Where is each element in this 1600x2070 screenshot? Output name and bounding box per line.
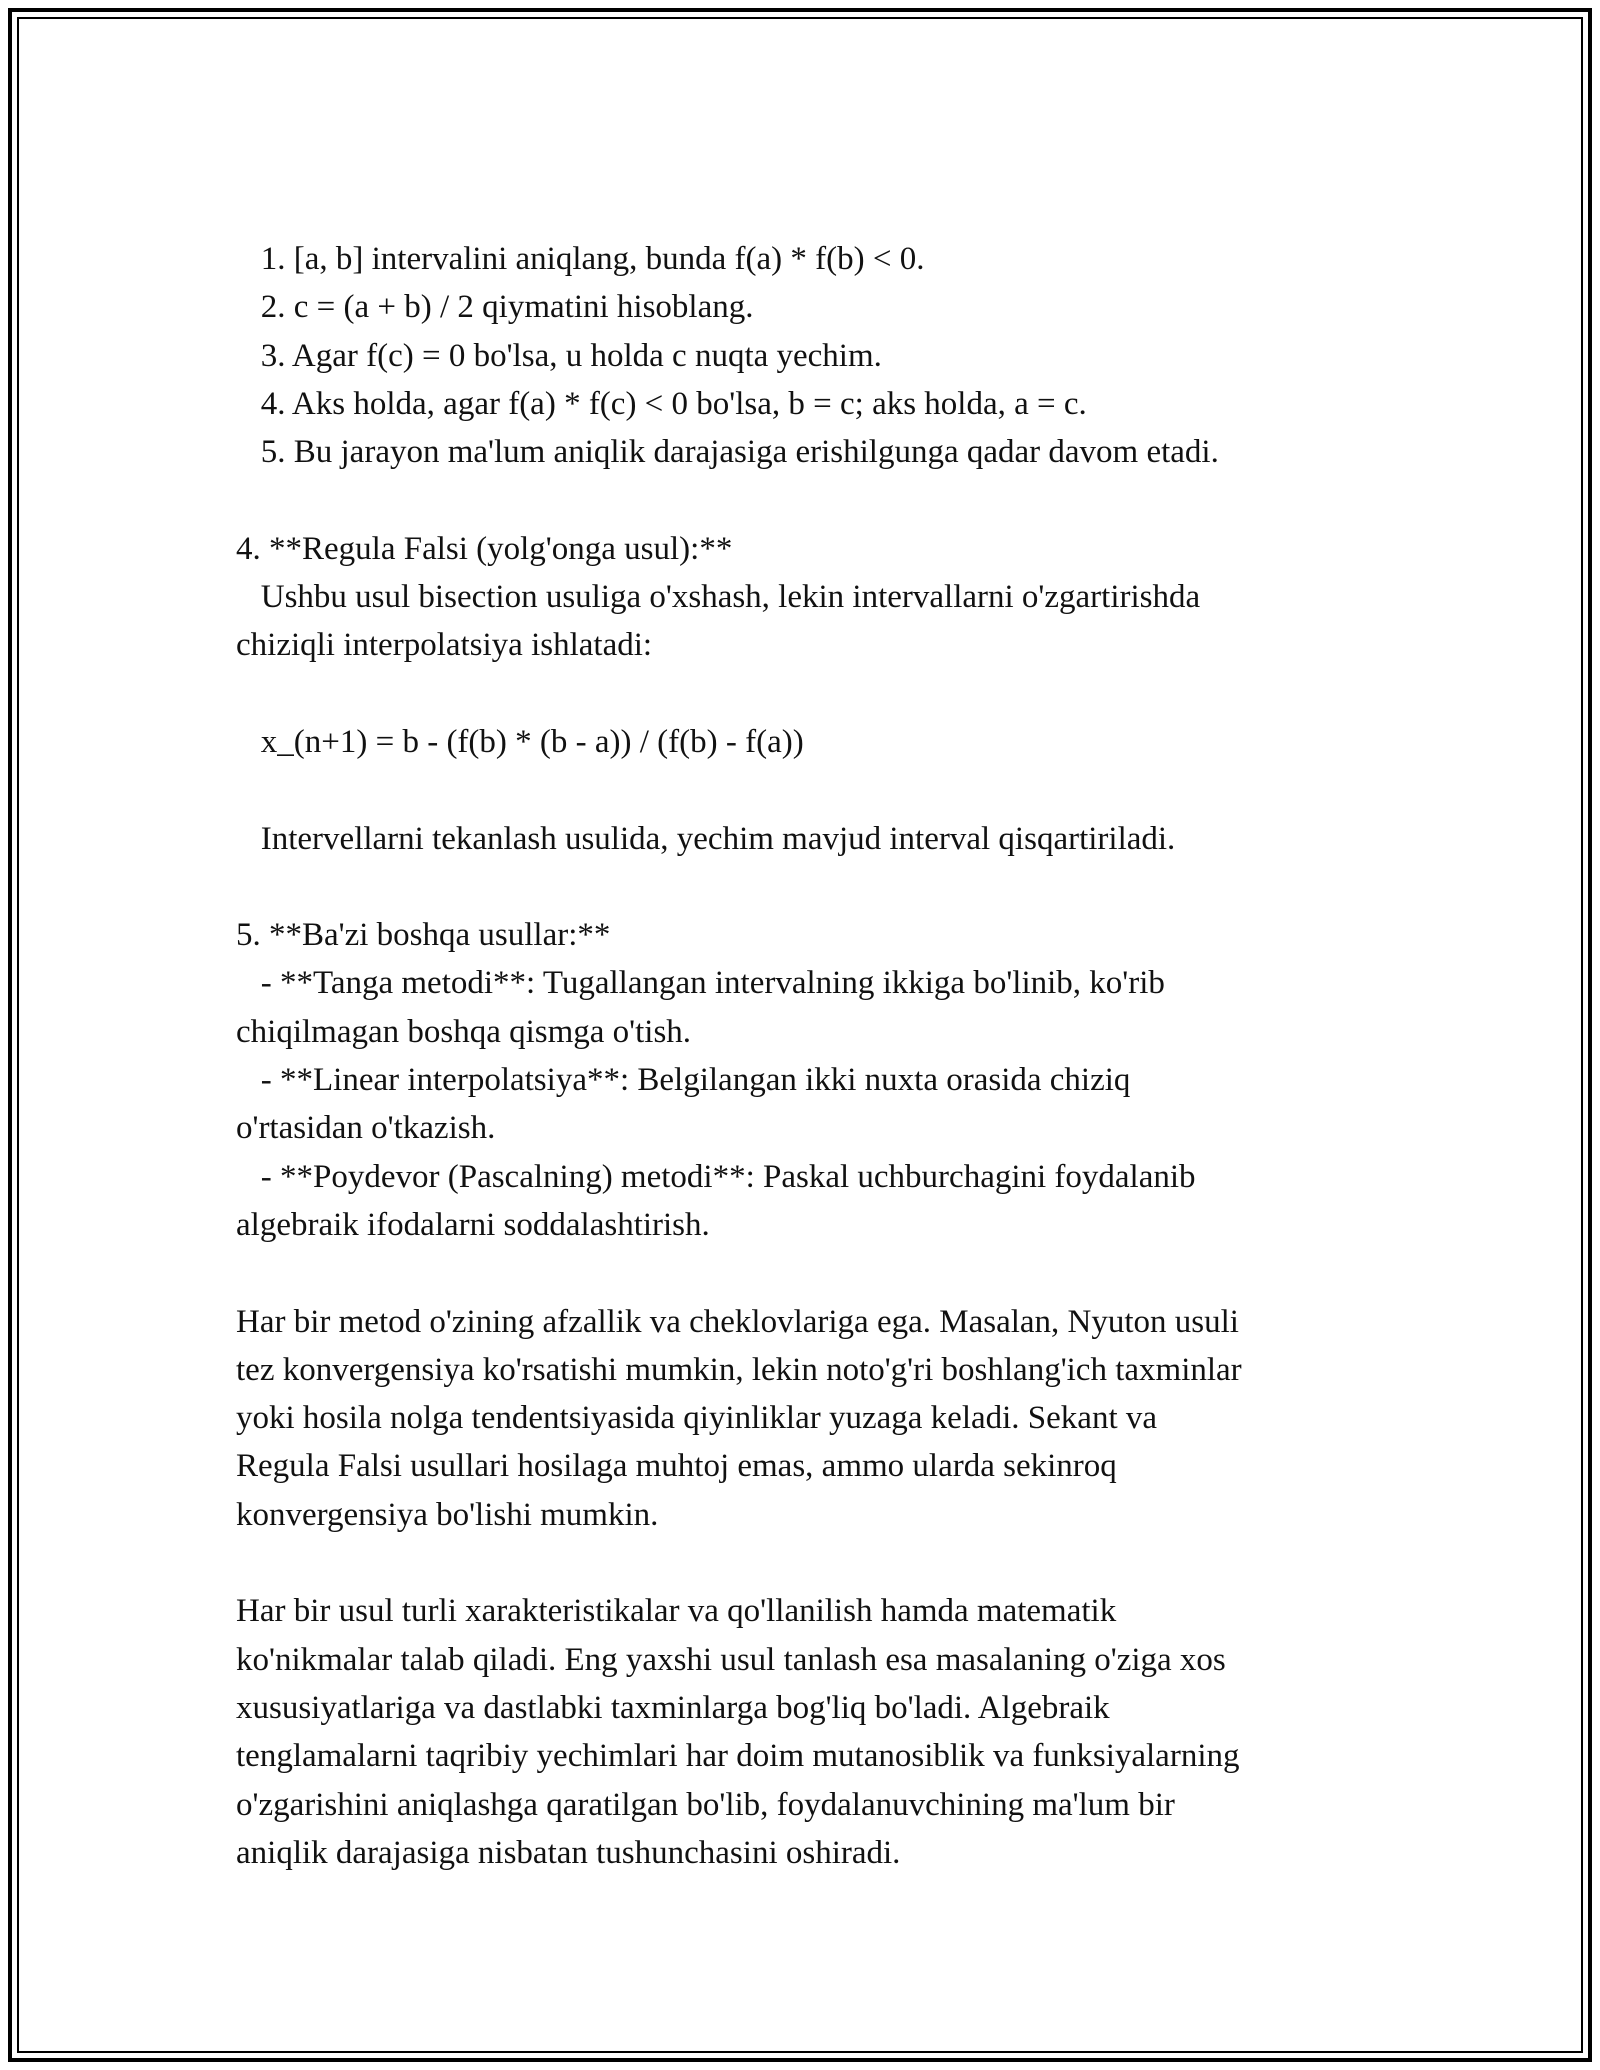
spacer (236, 476, 1386, 524)
bisection-step: 5. Bu jarayon ma'lum aniqlik darajasiga erishilgunga qadar davom etadi. (236, 434, 1219, 471)
paragraph-line: Har bir metod o'zining afzallik va cheklovlariga ega. Masalan, Nyuton usuli (236, 1303, 1239, 1340)
bisection-step: 2. c = (a + b) / 2 qiymatini hisoblang. (236, 289, 754, 326)
paragraph-line: Regula Falsi usullari hosilaga muhtoj emas, ammo ularda sekinroq (236, 1448, 1117, 1485)
paragraph-line: o'zgarishini aniqlashga qaratilgan bo'lib, foydalanuvchining ma'lum bir (236, 1786, 1175, 1823)
bisection-steps-list (236, 235, 1386, 476)
list-item-line: - **Poydevor (Pascalning) metodi**: Paskal uchburchagini foydalanib (236, 1158, 1196, 1195)
bisection-step: 4. Aks holda, agar f(a) * f(c) < 0 bo'lsa, b = c; aks holda, a = c. (236, 385, 1087, 422)
paragraph-advantages (236, 1298, 1386, 1539)
regula-falsi-section (236, 525, 1386, 863)
list-item-line: - **Linear interpolatsiya**: Belgilangan ikki nuxta orasida chiziq (236, 1062, 1131, 1099)
document-body (236, 235, 1386, 1877)
paragraph-line: konvergensiya bo'lishi mumkin. (236, 1496, 659, 1533)
formula: x_(n+1) = b - (f(b) * (b - a)) / (f(b) - f(a)) (236, 723, 804, 760)
paragraph-conclusion (236, 1587, 1386, 1877)
spacer (236, 670, 1386, 718)
list-item-line: o'rtasidan o'tkazish. (236, 1110, 496, 1147)
section-heading: 4. **Regula Falsi (yolg'onga usul):** (236, 530, 733, 567)
spacer (236, 766, 1386, 814)
section-text-line: Ushbu usul bisection usuliga o'xshash, lekin intervallarni o'zgartirishda (236, 579, 1201, 616)
spacer (236, 1249, 1386, 1297)
section-heading: 5. **Ba'zi boshqa usullar:** (236, 917, 611, 954)
list-item-line: algebraik ifodalarni soddalashtirish. (236, 1206, 710, 1243)
paragraph-line: yoki hosila nolga tendentsiyasida qiyinliklar yuzaga keladi. Sekant va (236, 1400, 1158, 1437)
list-item-line: chiqilmagan boshqa qismga o'tish. (236, 1013, 692, 1050)
spacer (236, 863, 1386, 911)
section-text-line: chiziqli interpolatsiya ishlatadi: (236, 627, 653, 664)
bisection-step: 1. [a, b] intervalini aniqlang, bunda f(a) * f(b) < 0. (236, 241, 925, 277)
bisection-step: 3. Agar f(c) = 0 bo'lsa, u holda c nuqta yechim. (236, 337, 882, 374)
paragraph-line: tez konvergensiya ko'rsatishi mumkin, lekin noto'g'ri boshlang'ich taxminlar (236, 1351, 1242, 1388)
paragraph-line: xususiyatlariga va dastlabki taxminlarga bog'liq bo'ladi. Algebraik (236, 1689, 1110, 1726)
paragraph-line: tenglamalarni taqribiy yechimlari har doim mutanosiblik va funksiyalarning (236, 1738, 1240, 1775)
section-note: Intervellarni tekanlash usulida, yechim mavjud interval qisqartiriladi. (236, 820, 1176, 857)
spacer (236, 1539, 1386, 1587)
paragraph-line: Har bir usul turli xarakteristikalar va qo'llanilish hamda matematik (236, 1593, 1117, 1630)
list-item-line: - **Tanga metodi**: Tugallangan intervalning ikkiga bo'linib, ko'rib (236, 965, 1165, 1002)
paragraph-line: ko'nikmalar talab qiladi. Eng yaxshi usul tanlash esa masalaning o'ziga xos (236, 1641, 1226, 1678)
other-methods-section (236, 911, 1386, 1249)
paragraph-line: aniqlik darajasiga nisbatan tushunchasini oshiradi. (236, 1834, 901, 1871)
